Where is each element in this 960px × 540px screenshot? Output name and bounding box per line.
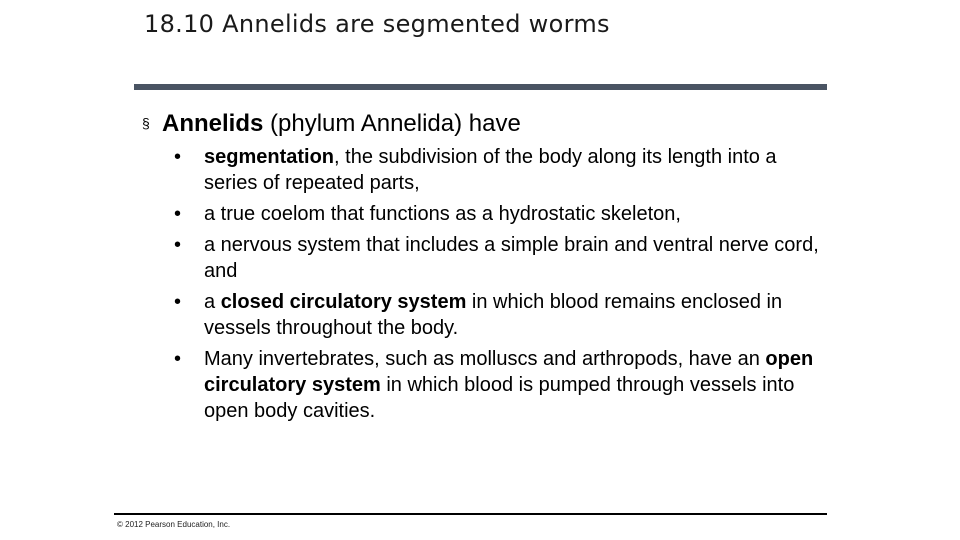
sub-bullet-list: [174, 144, 834, 429]
bullet-dot-icon: •: [174, 291, 182, 313]
sub-bullet-nervous-system: [174, 232, 834, 284]
title-divider: [134, 84, 827, 90]
bullet-text-bold: closed circulatory system: [220, 291, 467, 313]
main-bullet-term: Annelids: [162, 110, 264, 137]
main-bullet-text: (phylum Annelida) have: [263, 110, 521, 137]
bullet-text-pre: Many invertebrates, such as molluscs and arthropods, have an: [204, 348, 766, 370]
sub-bullet-coelom: [174, 201, 834, 227]
bullet-text-post: in which blood remains enclosed in vessels throughout the body.: [204, 291, 783, 339]
footer-divider: [114, 513, 827, 515]
bullet-text-bold: open circulatory system: [204, 348, 814, 396]
section-bullet-icon: §: [142, 115, 150, 131]
slide-title: 18.10 Annelids are segmented worms: [144, 10, 610, 38]
sub-bullet-closed-circulation: [174, 289, 834, 341]
bullet-text-bold: segmentation: [204, 146, 335, 168]
bullet-text-post: in which blood is pumped through vessels into open body cavities.: [204, 374, 795, 422]
bullet-dot-icon: •: [174, 234, 182, 256]
sub-bullet-open-circulation: [174, 346, 834, 424]
copyright-notice: © 2012 Pearson Education, Inc.: [117, 520, 231, 529]
bullet-text-pre: a nervous system that includes a simple brain and ventral nerve cord, and: [204, 234, 819, 282]
sub-bullet-segmentation: [174, 144, 834, 196]
bullet-dot-icon: •: [174, 203, 182, 225]
bullet-text-pre: a true coelom that functions as a hydrostatic skeleton,: [204, 203, 681, 225]
main-bullet: [142, 109, 521, 138]
bullet-dot-icon: •: [174, 146, 182, 168]
bullet-text-post: , the subdivision of the body along its length into a series of repeated parts,: [204, 146, 777, 194]
bullet-text-pre: a: [204, 291, 221, 313]
bullet-dot-icon: •: [174, 348, 182, 370]
